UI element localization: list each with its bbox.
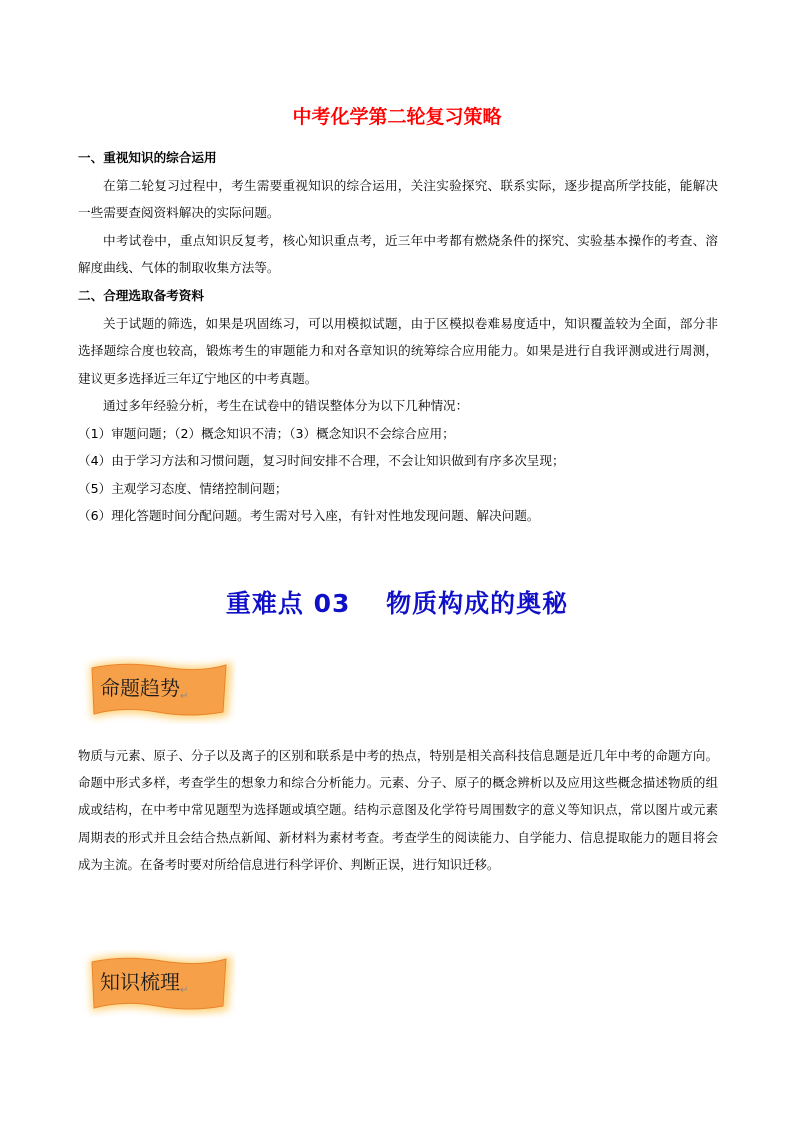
section-1-paragraph: 中考试卷中，重点知识反复考，核心知识重点考，近三年中考都有燃烧条件的探究、实验基本操作的考查、溶解度曲线、气体的制取收集方法等。 (78, 232, 718, 275)
ribbon-knowledge-label: 知识梳理 (100, 970, 180, 994)
return-mark-icon: ↵ (180, 985, 189, 996)
section-2 (78, 282, 718, 530)
return-mark-icon: ↵ (180, 691, 189, 702)
trend-paragraph: 物质与元素、原子、分子以及离子的区别和联系是中考的热点，特别是相关高科技信息题是近几年中考的命题方向。命题中形式多样，考查学生的想象力和综合分析能力。元素、分子、原子的概念辨析以及应用这些概念描述物质的组成或结构，在中考中常见题型为选择题或填空题。结构示意图及化学符号周围数字的意义等知识点，常以图片或元素周期表的形式并且会结合热点新闻、新材料为素材考查。考查学生的阅读能力、自学能力、信息提取能力的题目将会成为主流。在备考时要对所给信息进行科学评价、判断正误，进行知识迁移。 (78, 748, 718, 872)
list-item: （1）审题问题；（2）概念知识不清；（3）概念知识不会综合应用； (78, 425, 455, 441)
list-item: （5）主观学习态度、情绪控制问题； (78, 480, 288, 496)
ribbon-trend-label: 命题趋势 (100, 676, 180, 700)
section-2-heading: 二、合理选取备考资料 (78, 288, 204, 303)
section-1-heading: 一、重视知识的综合运用 (78, 150, 217, 165)
section-2-paragraph: 关于试题的筛选，如果是巩固练习，可以用模拟试题，由于区模拟卷难易度适中，知识覆盖较为全面，部分非选择题综合度也较高，锻炼考生的审题能力和对各章知识的统筹综合应用能力。如果是进行自我评测或进行周测，建议更多选择近三年辽宁地区的中考真题。 (78, 315, 718, 386)
ribbon-trend (82, 656, 236, 724)
section-1-paragraph: 在第二轮复习过程中，考生需要重视知识的综合运用，关注实验探究、联系实际，逐步提高所学技能，能解决一些需要查阅资料解决的实际问题。 (78, 177, 718, 220)
list-item: （6）理化答题时间分配问题。考生需对号入座，有针对性地发现问题、解决问题。 (78, 508, 540, 523)
section-2-paragraph: 通过多年经验分析，考生在试卷中的错误整体分为以下几种情况： (103, 398, 469, 413)
ribbon-knowledge (82, 950, 236, 1018)
section-1 (78, 144, 718, 282)
list-item: （4）由于学习方法和习惯问题，复习时间安排不合理，不会让知识做到有序多次呈现； (78, 453, 565, 468)
page-title: 中考化学第二轮复习策略 (292, 106, 502, 128)
chapter-title: 重难点 03 物质构成的奥秘 (225, 589, 569, 618)
